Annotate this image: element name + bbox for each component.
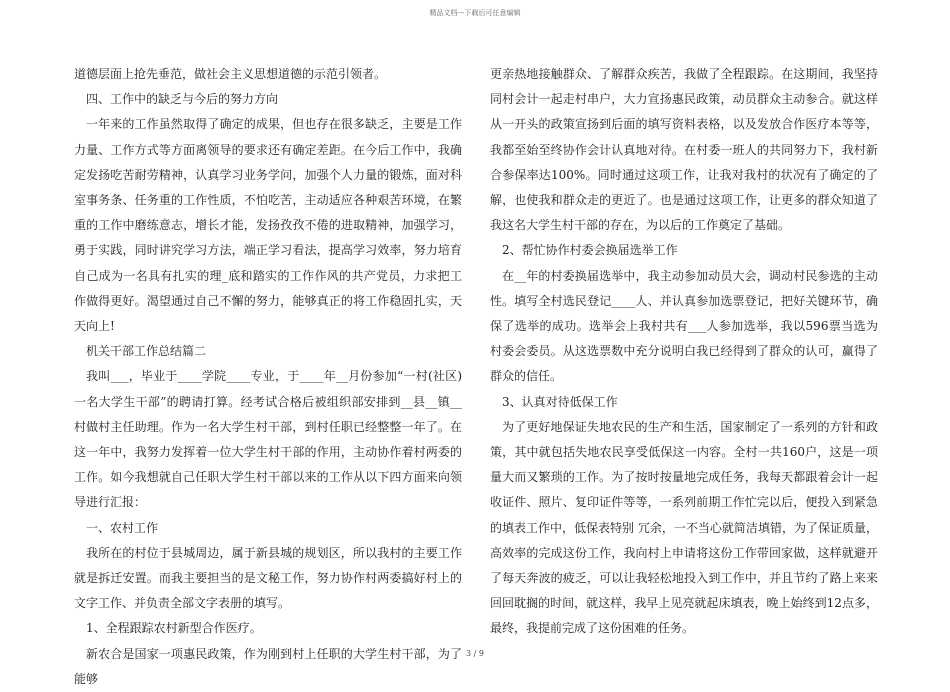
section-heading: 3、认真对待低保工作 <box>502 394 618 409</box>
section-heading: 机关干部工作总结篇二 <box>86 344 207 359</box>
paragraph: 一年来的工作虽然取得了确定的成果，但也存在很多缺乏，主要是工作力量、工作方式等方面离领导的要求还有确定差距。在今后工作中，我确定发扬吃苦耐劳精神，认真学习业务学问，加强个人力量的锻炼，面对科室事务条、任务重的工作性质，不怕吃苦，主动适应各种艰苦环境，在繁重的工作中磨练意志，增长才能，发扬孜孜不倦的进取精神，加强学习，勇于实践，同时讲究学习方法，端正学习看法，提高学习效率，努力培育自己成为一名具有扎实的理_底和踏实的工作作风的共产党员，力求把工作做得更好。渴望通过自己不懈的努力，能够真正的将工作稳固扎实，天天向上! <box>74 117 462 334</box>
paragraph: 新农合是国家一项惠民政策，作为刚到村上任职的大学生村干部，为了能够 <box>74 646 462 686</box>
paragraph: 道德层面上抢先垂范，做社会主义思想道德的示范引领者。 <box>74 67 387 81</box>
paragraph: 我所在的村位于县城周边，属于新县城的规划区，所以我村的主要工作就是拆迁安置。而我主要担当的是文秘工作，努力协作村两委搞好村上的文字工作、并负责全部文字表册的填写。 <box>74 545 462 611</box>
paragraph: 在__年的村委换届选举中，我主动参加动员大会，调动村民参选的主动性。填写全村选民登记____人、并认真参加选票登记，把好关键环节，确保了选举的成功。选举会上我村共有___人参加选举，我以596票当选为村委会委员。从这选票数中充分说明白我已经得到了群众的认可，赢得了群众的信任。 <box>490 268 878 384</box>
section-heading: 1、全程跟踪农村新型合作医疗。 <box>86 621 262 636</box>
page-number: 3 / 9 <box>466 649 484 658</box>
left-column <box>74 62 462 692</box>
paragraph: 为了更好地保证失地农民的生产和生活，国家制定了一系列的方针和政策，其中就包括失地农民享受低保这一内容。全村一共160户，这是一项量大而又繁琐的工作。为了按时按量地完成任务，我每天都跟着会计一起收证件、照片、复印证件等等，一系列前期工作忙完以后，便投入到紧急的填表工作中，低保表特别 冗余，一不当心就简洁填错，为了保证质量，高效率的完成这份工作，我向村上申请将这份工作带回家做，这样就避开了每天奔波的疲乏，可以让我轻松地投入到工作中，并且节约了路上来来回回耽搁的时间，就这样，我早上见亮就起床填表，晚上始终到12点多，最终，我提前完成了这份困难的任务。 <box>490 419 878 636</box>
section-heading: 一、农村工作 <box>86 520 159 535</box>
right-column <box>490 62 878 642</box>
paragraph: 我叫___，毕业于____学院____专业，于____年__月份参加“一村(社区)一名大学生干部”的聘请打算。经考试合格后被组织部安排到__县__镇__村做村主任助理。作为一名大学生村干部，到村任职已经整整一年了。在这一年中，我努力发挥着一位大学生村干部的作用，主动协作着村两委的工作。如今我想就自己任职大学生村干部以来的工作从以下四方面来向领导进行汇报： <box>74 369 462 510</box>
section-heading: 四、工作中的缺乏与今后的努力方向 <box>86 92 279 107</box>
page-header: 精品文档---下载后可任意编辑 <box>429 9 521 17</box>
paragraph: 更亲热地接触群众、了解群众疾苦，我做了全程跟踪。在这期间，我坚持同村会计一起走村串户，大力宣扬惠民政策，动员群众主动参合。就这样从一开头的政策宣扬到后面的填写资料表格，以及发放合作医疗本等等，我都至始至终协作会计认真地对待。在村委一班人的共同努力下，我村新合参保率达100%。同时通过这项工作，让我对我村的状况有了确定的了解，也使我和群众走的更近了。也是通过这项工作，让更多的群众知道了我这名大学生村干部的存在，为以后的工作奠定了基础。 <box>490 67 878 233</box>
section-heading: 2、帮忙协作村委会换届选举工作 <box>502 243 678 258</box>
